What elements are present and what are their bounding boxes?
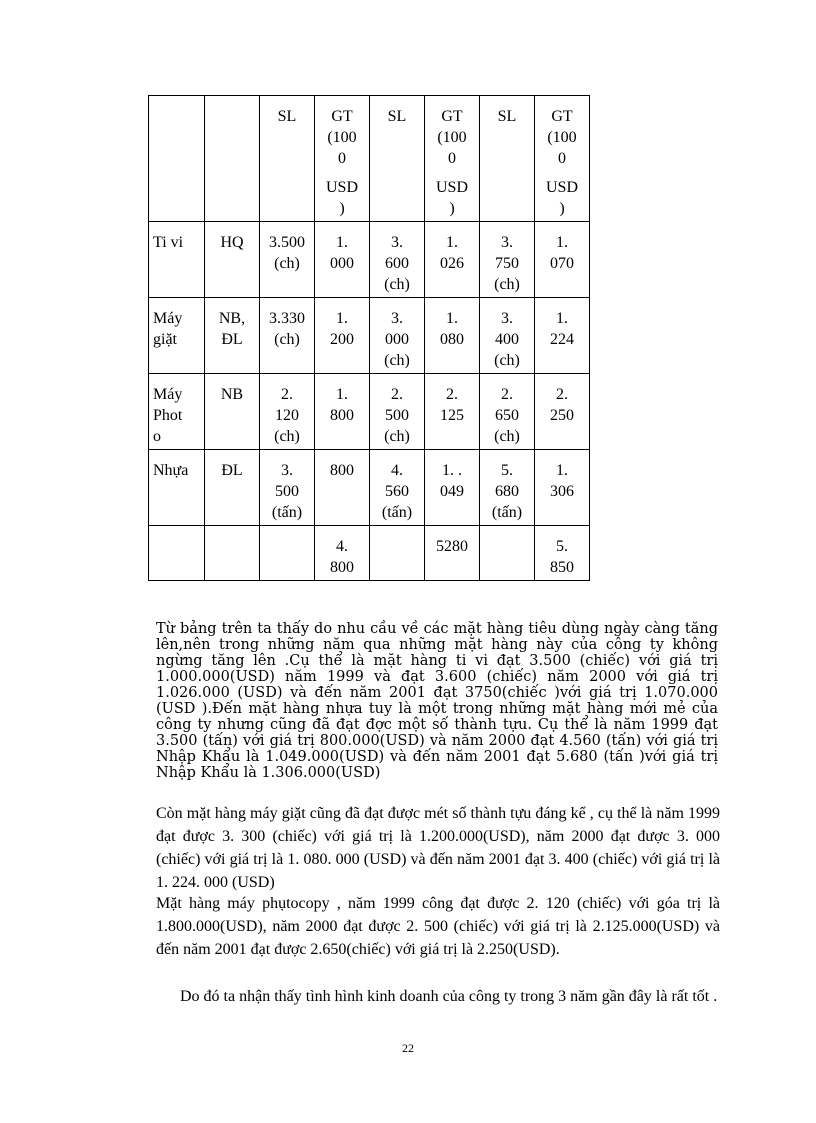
table-row: [149, 222, 590, 298]
cell-line: GT: [551, 108, 573, 125]
cell-line: 500: [275, 483, 299, 500]
cell-line: (ch): [384, 352, 410, 369]
cell-line: Nhựa: [153, 462, 189, 479]
table-cell: [149, 96, 205, 222]
cell-line: 5.: [556, 538, 568, 555]
paragraph-photocopy: Mặt hàng máy phụtocopy , năm 1999 công đạt được 2. 120 (chiếc) với góa trị là 1.800.000(USD), năm 2000 đạt được 2. 500 (chiếc) với giá trị là 2.125.000(USD) và đến năm 2001 đạt được 2.650(chiếc) với giá trị là 2.250(USD).: [156, 895, 720, 958]
table-cell: [425, 526, 480, 581]
page-number: 22: [402, 1041, 414, 1055]
table-cell: [370, 298, 425, 374]
table-cell: [260, 526, 315, 581]
cell-line: ): [559, 200, 565, 217]
cell-line: 2.: [391, 386, 403, 403]
cell-line: NB: [220, 386, 244, 403]
cell-line: 3.: [501, 234, 513, 251]
cell-line: ): [449, 200, 455, 217]
table-cell: [370, 96, 425, 222]
table-cell: [535, 298, 590, 374]
table-cell: [480, 298, 535, 374]
table-cell: [425, 374, 480, 450]
table-cell: [205, 298, 260, 374]
table-cell: [315, 526, 370, 581]
table-cell: [425, 298, 480, 374]
cell-line: 1.: [556, 310, 568, 327]
table-cell: [149, 374, 205, 450]
cell-line: ): [339, 200, 345, 217]
cell-line: 2.: [501, 386, 513, 403]
cell-line: o: [153, 428, 161, 445]
table-cell: [425, 96, 480, 222]
cell-line: 3.500: [269, 234, 305, 251]
table-cell: [535, 374, 590, 450]
cell-line: (100: [437, 129, 467, 146]
cell-line: giặt: [153, 331, 177, 348]
cell-line: Máy: [153, 310, 183, 327]
cell-line: 2.: [556, 386, 568, 403]
cell-line: 049: [440, 483, 464, 500]
cell-line: 1.: [336, 386, 348, 403]
cell-line: 2.: [281, 386, 293, 403]
cell-line: 3.: [501, 310, 513, 327]
cell-line: 600: [385, 255, 409, 272]
table-cell: [480, 96, 535, 222]
paragraph-conclusion: Do đó ta nhận thấy tình hình kinh doanh của công ty trong 3 năm gần đây là rất tốt .: [180, 988, 718, 1005]
cell-line: 1. .: [442, 462, 462, 479]
table-row: [149, 450, 590, 526]
cell-line: SL: [387, 108, 407, 125]
cell-line: GT: [331, 108, 353, 125]
table-cell: [260, 222, 315, 298]
table-cell: [425, 450, 480, 526]
table-cell: [205, 374, 260, 450]
table-cell: [149, 298, 205, 374]
cell-line: 000: [385, 331, 409, 348]
cell-line: 500: [385, 407, 409, 424]
cell-line: 3.330: [269, 310, 305, 327]
table-cell: [315, 374, 370, 450]
cell-line: 1.: [446, 234, 458, 251]
table-cell: [205, 526, 260, 581]
cell-line: USD: [545, 179, 578, 196]
cell-line: (ch): [384, 428, 410, 445]
cell-line: Máy: [153, 386, 183, 403]
table-cell: [315, 96, 370, 222]
cell-line: (ch): [274, 255, 300, 272]
cell-line: Phot: [153, 407, 183, 424]
cell-line: (tấn): [381, 504, 413, 521]
cell-line: 306: [550, 483, 574, 500]
table-cell: [149, 222, 205, 298]
cell-line: NB,: [218, 310, 246, 327]
cell-line: 3.: [391, 310, 403, 327]
cell-line: [537, 169, 587, 177]
table-cell: [315, 298, 370, 374]
table-cell: [205, 222, 260, 298]
table-cell: [535, 222, 590, 298]
table-cell: [535, 450, 590, 526]
cell-line: 200: [330, 331, 354, 348]
table-cell: [149, 526, 205, 581]
table-cell: [480, 526, 535, 581]
cell-line: 1.: [446, 310, 458, 327]
cell-line: 0: [558, 150, 566, 167]
table-cell: [149, 450, 205, 526]
cell-line: 800: [330, 462, 354, 479]
cell-line: 0: [448, 150, 456, 167]
cell-line: 3.: [281, 462, 293, 479]
cell-line: 650: [495, 407, 519, 424]
cell-line: (tấn): [271, 504, 303, 521]
table-cell: [205, 96, 260, 222]
cell-line: USD: [325, 179, 358, 196]
table-cell: [315, 222, 370, 298]
cell-line: 800: [330, 559, 354, 576]
cell-line: 4.: [336, 538, 348, 555]
cell-line: HQ: [220, 234, 244, 251]
cell-line: (100: [327, 129, 357, 146]
cell-line: 560: [385, 483, 409, 500]
cell-line: SL: [497, 108, 517, 125]
cell-line: 125: [440, 407, 464, 424]
table-cell: [260, 374, 315, 450]
cell-line: 800: [330, 407, 354, 424]
cell-line: 224: [550, 331, 574, 348]
cell-line: 850: [550, 559, 574, 576]
cell-line: (ch): [494, 352, 520, 369]
table-cell: [370, 526, 425, 581]
cell-line: 000: [330, 255, 354, 272]
table-cell: [535, 96, 590, 222]
cell-line: 3.: [391, 234, 403, 251]
cell-line: (100: [547, 129, 577, 146]
cell-line: [427, 169, 477, 177]
cell-line: 1.: [556, 462, 568, 479]
table-cell: [315, 450, 370, 526]
table-cell: [260, 96, 315, 222]
cell-line: 1.: [556, 234, 568, 251]
cell-line: 2.: [446, 386, 458, 403]
table-cell: [480, 374, 535, 450]
cell-line: Ti vi: [153, 234, 184, 251]
cell-line: 0: [338, 150, 346, 167]
cell-line: 070: [550, 255, 574, 272]
table-row: [149, 374, 590, 450]
cell-line: 1.: [336, 310, 348, 327]
paragraph-washing-machine: Còn mặt hàng máy giặt cũng đã đạt được mét số thành tựu đáng kể , cụ thể là năm 1999 đạt được 3. 300 (chiếc) với giá trị là 1.200.000(USD), năm 2000 đạt được 3. 000 (chiếc) với giá trị là 1. 080. 000 (USD) và đến năm 2001 đạt 3. 400 (chiếc) với giá trị là 1. 224. 000 (USD): [156, 805, 720, 891]
cell-line: 750: [495, 255, 519, 272]
table-row: [149, 526, 590, 581]
table-cell: [480, 222, 535, 298]
cell-line: 026: [440, 255, 464, 272]
table-cell: [205, 450, 260, 526]
cell-line: 5.: [501, 462, 513, 479]
import-value-table: [148, 95, 590, 581]
table-cell: [370, 222, 425, 298]
cell-line: USD: [435, 179, 468, 196]
table-cell: [425, 222, 480, 298]
cell-line: (ch): [274, 428, 300, 445]
cell-line: (ch): [494, 428, 520, 445]
cell-line: (ch): [274, 331, 300, 348]
cell-line: 5280: [436, 538, 468, 555]
cell-line: [317, 169, 367, 177]
cell-line: 250: [550, 407, 574, 424]
cell-line: (ch): [384, 276, 410, 293]
paragraph-summary: Từ bảng trên ta thấy do nhu cầu về các mặt hàng tiêu dùng ngày càng tăng lên,nên trong những năm qua những mặt hàng này của công ty không ngừng tăng lên .Cụ thể là mặt hàng ti vi đạt 3.500 (chiếc) với giá trị 1.000.000(USD) năm 1999 và đạt 3.600 (chiếc) năm 2000 với giá trị 1.026.000 (USD) và đến năm 2001 đạt 3750(chiếc )với giá trị 1.070.000 (USD ).Đến mặt hàng nhựa tuy là một trong những mặt hàng mới mẻ của công ty nhưng cũng đã đạt đợc một số thành tựu. Cụ thể là năm 1999 đạt 3.500 (tấn) với giá trị 800.000(USD) và năm 2000 đạt 4.560 (tấn) với giá trị Nhập Khẩu là 1.049.000(USD) và đến năm 2001 đạt 5.680 (tấn )với giá trị Nhập Khẩu là 1.306.000(USD): [156, 620, 718, 782]
table-header-row: [149, 96, 590, 222]
table-cell: [260, 450, 315, 526]
table-cell: [370, 374, 425, 450]
cell-line: (ch): [494, 276, 520, 293]
table-cell: [480, 450, 535, 526]
cell-line: ĐL: [221, 462, 243, 479]
cell-line: 1.: [336, 234, 348, 251]
table-cell: [370, 450, 425, 526]
cell-line: 080: [440, 331, 464, 348]
cell-line: (tấn): [491, 504, 523, 521]
table-cell: [260, 298, 315, 374]
cell-line: 120: [275, 407, 299, 424]
cell-line: 400: [495, 331, 519, 348]
cell-line: GT: [441, 108, 463, 125]
cell-line: 680: [495, 483, 519, 500]
table-row: [149, 298, 590, 374]
cell-line: ĐL: [221, 331, 243, 348]
table-cell: [535, 526, 590, 581]
cell-line: SL: [277, 108, 297, 125]
cell-line: 4.: [391, 462, 403, 479]
